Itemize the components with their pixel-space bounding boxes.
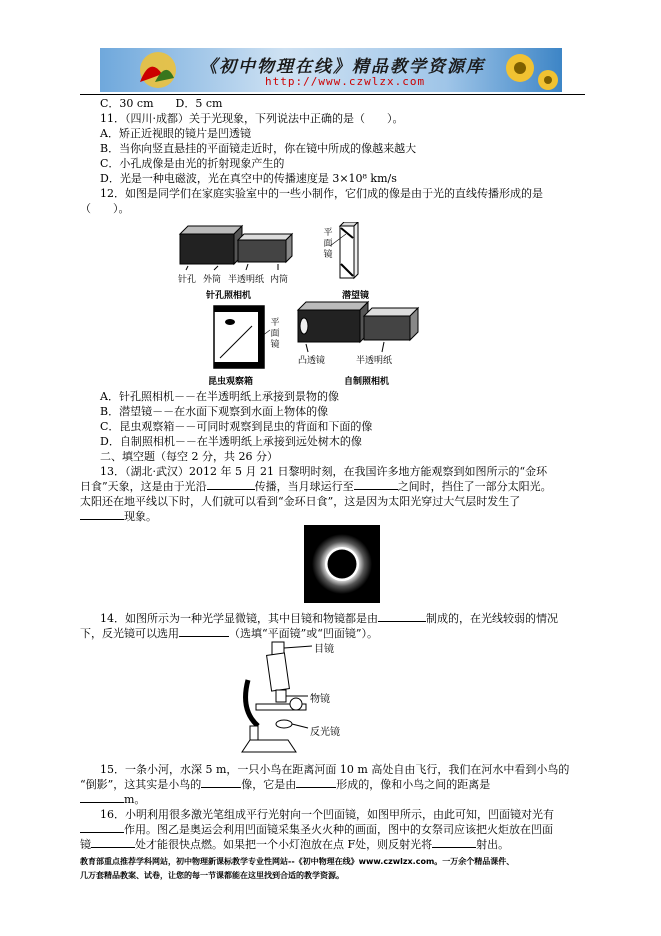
figure-12 (178, 222, 450, 390)
periscope-mirror-char-3: 镜 (323, 250, 333, 260)
camera-label-lens: 凸透镜 (298, 356, 326, 366)
q13-blank-2[interactable] (354, 479, 398, 490)
microscope-label-eyepiece: 目镜 (314, 644, 334, 655)
eclipse-photo (304, 525, 380, 603)
q12-stem-2: （ ）。 (80, 202, 130, 215)
pinhole-label-pinhole: 针孔 (178, 275, 197, 285)
annular-eclipse-icon (304, 525, 380, 603)
microscope-label-reflector: 反光镜 (310, 727, 340, 738)
pinhole-camera-drawing (180, 226, 292, 270)
q16-line-2: 作用。图乙是奥运会利用凹面镜采集圣火火种的画面，图中的女祭司应该把火炬放在凹面 (80, 822, 553, 837)
q12-option-b: B．潜望镜－－在水面下观察到水面上物体的像 (100, 405, 329, 418)
insect-caption: 昆虫观察箱 (208, 377, 254, 387)
q15-line-1: 15．一条小河，水深 5 m，一只小鸟在距离河面 10 m 高处自由飞行，我们在河水中看到小鸟的 (100, 763, 570, 776)
q15-blank-1[interactable] (201, 777, 241, 788)
q16-line-3: 镜 处才能很快点燃。如果把一个小灯泡放在点 F处，则反射光将 射出。 (80, 838, 510, 851)
q16-blank-3[interactable] (432, 837, 476, 848)
microscope-icon (236, 640, 366, 758)
camera-label-paper: 半透明纸 (356, 356, 393, 366)
q11-option-a: A．矫正近视眼的镜片是凹透镜 (100, 127, 251, 140)
periscope-drawing (330, 222, 358, 278)
q13-line-1: 13．（湖北·武汉）2012 年 5 月 21 日黎明时刻，在我国许多地方能观察到如图所示的“金环 (100, 465, 548, 478)
q14-line-1: 14．如图所示为一种光学显微镜，其中目镜和物镜都是由 制成的，在光线较弱的情况 (100, 612, 558, 625)
banner-title: 《初中物理在线》精品教学资源库 (200, 57, 485, 77)
periscope-mirror-char-2: 面 (323, 239, 333, 249)
insect-mirror-char-1: 平 (270, 318, 280, 328)
q10-options: C．30 cm D．5 cm (100, 97, 223, 110)
q15-blank-3[interactable] (80, 792, 124, 803)
q13-blank-1[interactable] (207, 479, 255, 490)
q13-line-3: 太阳还在地平线以下时，人们就可以看到“金环日食”，这是因为太阳光穿过大气层时发生了 (80, 495, 521, 508)
section-2-heading: 二、填空题（每空 2 分，共 26 分） (100, 450, 278, 463)
pinhole-label-outer-tube: 外筒 (203, 275, 222, 285)
q14-blank-2[interactable] (179, 626, 229, 637)
insect-box-drawing (214, 306, 270, 368)
q16-line-1: 16．小明利用很多激光笔组成平行光射向一个凹面镜，如图甲所示，由此可知，凹面镜对光有 (100, 808, 554, 821)
pinhole-label-inner-tube: 内筒 (270, 275, 289, 285)
microscope-label-objective: 物镜 (310, 694, 330, 705)
pinhole-label-paper: 半透明纸 (228, 275, 265, 285)
q12-option-d: D．自制照相机－－在半透明纸上承接到远处树木的像 (100, 435, 362, 448)
q13-blank-3[interactable] (80, 509, 124, 520)
camera-caption: 自制照相机 (344, 377, 390, 387)
q15-line-2: “倒影”，这其实是小鸟的 像，它是由 形成的，像和小鸟之间的距离是 (80, 778, 491, 791)
periscope-caption: 潜望镜 (342, 291, 370, 301)
header-rule (80, 94, 585, 95)
q11-option-c: C．小孔成像是由光的折射现象产生的 (100, 157, 285, 170)
q16-blank-1[interactable] (80, 822, 124, 833)
microscope-figure (236, 640, 366, 758)
q13-line-2: 日食”天象，这是由于光沿 传播，当月球运行至 之间时，挡住了一部分太阳光。 (80, 480, 552, 493)
q14-blank-1[interactable] (378, 611, 426, 622)
footer-line-1: 教育部重点推荐学科网站，初中物理新课标教学专业性网站--《初中物理在线》www.czwlzx.com。一万余个精品课件、 (80, 857, 515, 866)
periscope-mirror-char-1: 平 (323, 228, 333, 238)
q16-blank-2[interactable] (91, 837, 135, 848)
q12-stem-1: 12．如图是同学们在家庭实验室中的一些小制作，它们成的像是由于光的直线传播形成的是 (100, 187, 543, 200)
q12-option-a: A．针孔照相机－－在半透明纸上承接到景物的像 (100, 390, 339, 403)
banner-url: http://www.czwlzx.com (265, 75, 426, 88)
header-banner (100, 48, 562, 92)
q13-line-4: 现象。 (80, 509, 157, 524)
q11-option-d: D．光是一种电磁波，光在真空中的传播速度是 3×10⁸ km/s (100, 172, 397, 185)
q14-line-2: 下，反光镜可以选用 （选填“平面镜”或“凹面镜”）。 (80, 627, 378, 640)
insect-mirror-char-2: 面 (270, 329, 280, 339)
q11-option-b: B．当你向竖直悬挂的平面镜走近时，你在镜中所成的像越来越大 (100, 142, 417, 155)
q11-stem: 11．（四川·成都）关于光现象，下列说法中正确的是（ ）。 (100, 112, 404, 125)
q15-line-3: m。 (80, 792, 145, 807)
insect-mirror-char-3: 镜 (270, 340, 280, 350)
q12-option-c: C．昆虫观察箱－－可同时观察到昆虫的背面和下面的像 (100, 420, 373, 433)
homemade-camera-drawing (298, 302, 418, 352)
pinhole-caption: 针孔照相机 (206, 291, 252, 301)
q15-blank-2[interactable] (296, 777, 336, 788)
footer-line-2: 几万套精品教案、试卷，让您的每一节课都能在这里找到合适的教学资源。 (80, 871, 344, 880)
